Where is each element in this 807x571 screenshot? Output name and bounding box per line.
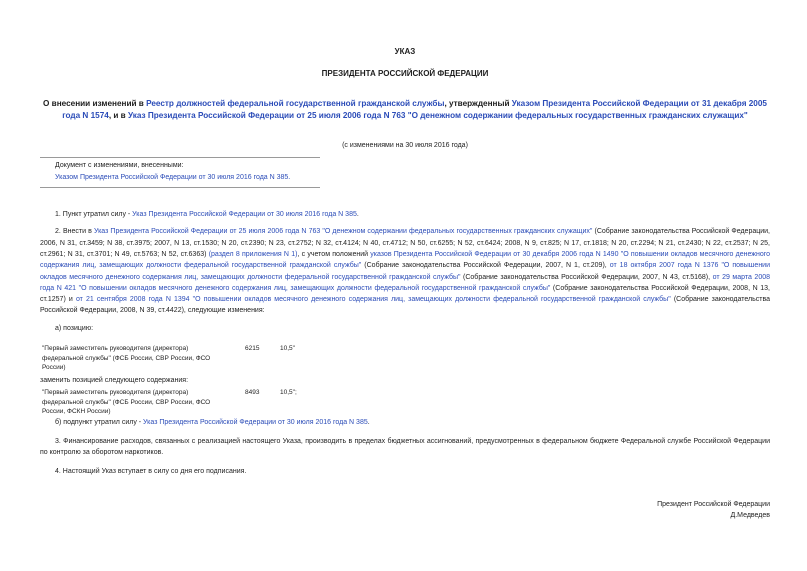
changes-box xyxy=(40,157,320,188)
new-position-title: "Первый заместитель руководителя (директора) федеральной службы" (ФСБ России, СВР России, ФСО России, ФСКН России) xyxy=(42,389,211,415)
document-issuer-title: ПРЕЗИДЕНТА РОССИЙСКОЙ ФЕДЕРАЦИИ xyxy=(321,69,489,78)
text-run: , и в xyxy=(108,111,128,120)
document-link[interactable]: Реестр должностей федеральной государственной гражданской службы xyxy=(146,99,445,108)
subitem-b xyxy=(40,417,770,428)
document-link[interactable]: Указ Президента Российской Федерации от 25 июля 2006 года N 763 "О денежном содержании федеральных государственных гражданских служащих" xyxy=(93,228,593,236)
text-run: О внесении изменений в xyxy=(43,99,147,108)
document-type-title: УКАЗ xyxy=(394,47,416,56)
text-run: (Собрание законодательства Российской Федерации, 2008, N 39, ст.4422), следующие изменения: xyxy=(40,296,771,315)
paragraph-2 xyxy=(40,226,770,316)
text-run: , утвержденный xyxy=(444,99,512,108)
text-run: (Собрание законодательства Российской Федерации, 2006, N 31, ст.3459; N 38, ст.3975; 2007, N 13, ст.1530; N 20, ст.2390; N 23, ст.2752; N 32, ст.4124; N 40, ст.4712; N 50, ст.6255; N 52, ст.6424; 2008, N 9, ст.825; N 17, ст.1818; N 20, ст.2294; N 21, ст.2430; N 22, ст.2537; N 25, ст.2961; N 31, ст.3701; N 49, ст.5763; N 52, ст.6363) xyxy=(40,228,770,258)
text-run: (Собрание законодательства Российской Федерации, 2007, N 43, ст.5168), xyxy=(460,273,713,281)
paragraph-1 xyxy=(40,209,770,220)
text-run: . xyxy=(356,210,359,218)
signature-position: Президент Российской Федерации xyxy=(657,500,770,508)
document-heading xyxy=(40,98,770,122)
text-run: б) подпункт утратил силу - xyxy=(55,419,144,426)
new-position-ratio: 10,5"; xyxy=(280,389,297,396)
document-link[interactable]: указов Президента Российской Федерации от 30 декабря 2006 года N 1490 "О повышении окладов месячного денежного содержания лиц, замещающих должности федеральной государственной гражданской службы" xyxy=(40,250,771,270)
changes-box-link[interactable]: Указом Президента Российской Федерации от 30 июля 2016 года N 385. xyxy=(55,174,291,181)
subitem-a: а) позицию: xyxy=(55,325,94,332)
document-link[interactable]: (раздел 8 приложения N 1) xyxy=(208,250,298,258)
document-link[interactable]: от 29 марта 2008 года N 421 "О повышении окладов месячного денежного содержания лиц, замещающих должности федеральной государственной гражданской службы" xyxy=(40,273,770,292)
text-run: 2. Внести в xyxy=(55,228,94,236)
old-position-title: "Первый заместитель руководителя (директора) федеральной службы" (ФСБ России, СВР России, ФСО России) xyxy=(42,345,211,371)
signature-name: Д.Медведев xyxy=(730,511,770,519)
text-run: . xyxy=(367,419,370,426)
text-run: 1. Пункт утратил силу - xyxy=(55,210,133,218)
paragraph-3: 3. Финансирование расходов, связанных с реализацией настоящего Указа, производить в пределах бюджетных ассигнований, предусмотренных в федеральном бюджете Федеральной службе Российской Федерации по контролю за оборотом наркотиков. xyxy=(40,437,770,456)
revision-note: (с изменениями на 30 июля 2016 года) xyxy=(342,142,468,149)
text-run: (Собрание законодательства Российской Федерации, 2008, N 13, ст.1257) и xyxy=(40,284,770,304)
text-run: , с учетом положений xyxy=(297,250,371,258)
old-position-code: 6215 xyxy=(245,345,260,352)
text-run: (Собрание законодательства Российской Федерации, 2007, N 1, ст.209), xyxy=(361,262,610,270)
changes-box-label: Документ с изменениями, внесенными: xyxy=(55,162,184,169)
old-position-ratio: 10,5" xyxy=(280,345,295,352)
document-link[interactable]: от 21 сентября 2008 года N 1394 "О повышении окладов месячного денежного содержания лиц, замещающих должности федеральной государственной гражданской службы" xyxy=(75,296,671,304)
new-position-code: 8493 xyxy=(245,389,260,396)
document-link[interactable]: Указом Президента Российской Федерации от 31 декабря 2005 года N 1574 xyxy=(62,99,767,120)
replace-with-label: заменить позицией следующего содержания: xyxy=(40,377,189,384)
document-link[interactable]: от 18 октября 2007 года N 1376 "О повышении окладов месячного денежного содержания лиц, замещающих должности федеральной государственной гражданской службы" xyxy=(40,262,771,281)
document-link[interactable]: Указ Президента Российской Федерации от 30 июля 2016 года N 385 xyxy=(143,419,368,426)
document-link[interactable]: Указ Президента Российской Федерации от 30 июля 2016 года N 385 xyxy=(132,210,357,218)
document-link[interactable]: Указ Президента Российской Федерации от 25 июля 2006 года N 763 "О денежном содержании федеральных государственных гражданских служащих" xyxy=(127,111,748,120)
paragraph-4: 4. Настоящий Указ вступает в силу со дня его подписания. xyxy=(55,467,247,475)
